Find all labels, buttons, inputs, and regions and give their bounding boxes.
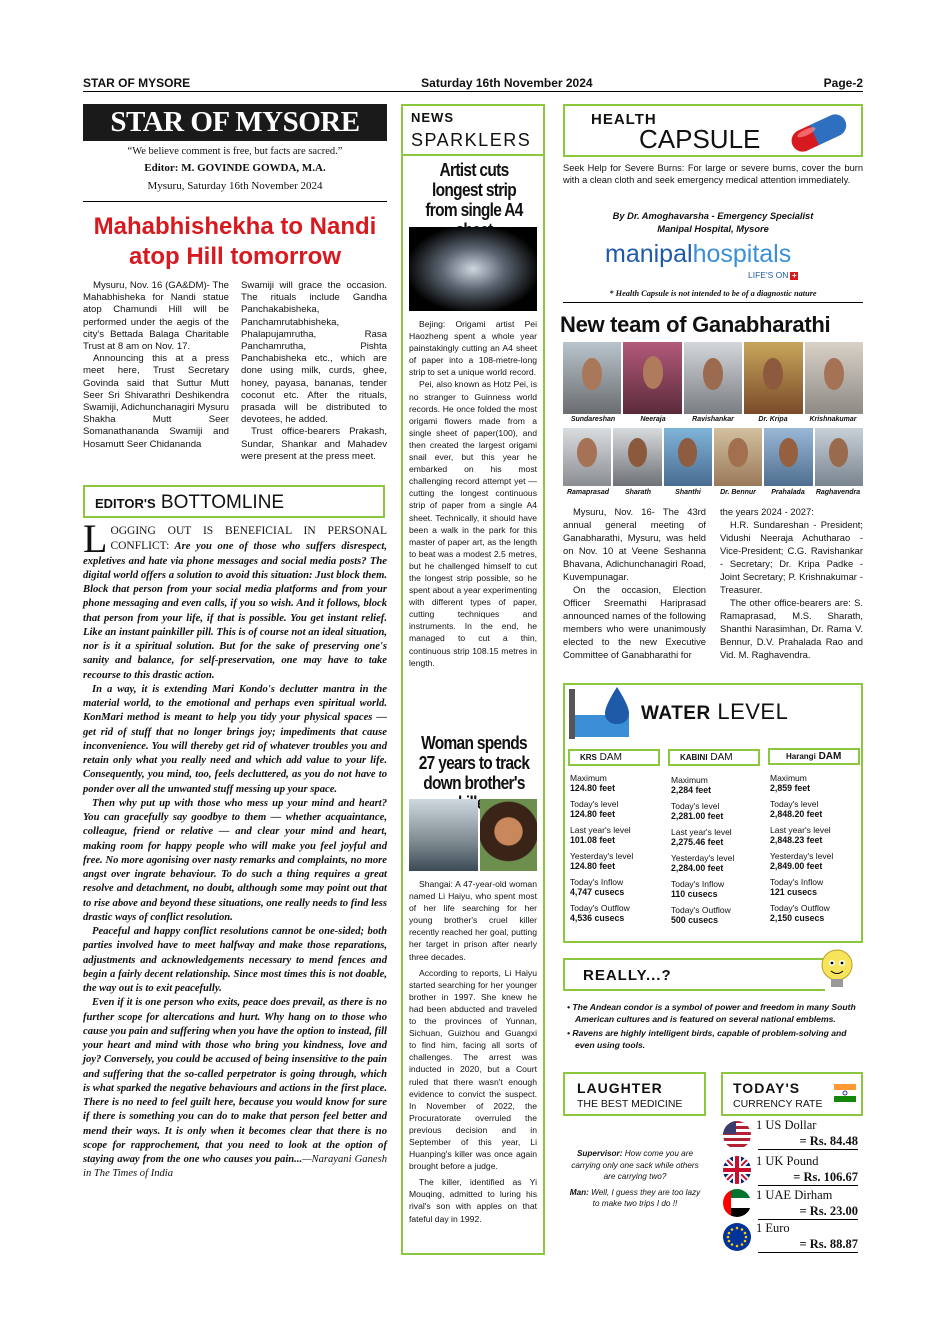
member-photo <box>805 342 863 414</box>
group-photo <box>409 799 478 871</box>
usd-unit: 1 US Dollar <box>756 1118 817 1132</box>
nandi-headline: Mahabhishekha to Nandi atop Hill tomorrow <box>93 213 377 270</box>
lightbulb-icon <box>814 945 860 995</box>
capsule-pill-icon <box>783 108 863 153</box>
photo-row-1 <box>563 342 863 414</box>
member-photo <box>613 428 661 486</box>
origami-strip-photo <box>409 227 537 311</box>
aed-value: = Rs. 23.00 <box>758 1204 858 1220</box>
caption-row-2: Ramaprasad Sharath Shanthi Dr. Bennur Prahalada Raghavendra <box>566 489 861 496</box>
health-byline: By Dr. Amoghavarsha - Emergency Specialist Manipal Hospital, Mysore <box>612 211 814 234</box>
motto: “We believe comment is free, but facts are sacred.” <box>127 146 343 157</box>
sparkler1-headline: Artist cuts longest strip from single A4 <box>425 160 523 220</box>
list-item: • The Andean condor is a symbol of power and freedom in many South American cultures and is featured on several national emblems. <box>567 1002 856 1024</box>
eu-flag-icon <box>722 1222 752 1252</box>
harangi-dam-label: Harangi DAM <box>768 748 860 765</box>
editors-bottomline-label: EDITOR'S BOTTOMLINE <box>83 485 385 518</box>
sparkler2-headline: Woman spends 27 years to track down brother's <box>418 733 530 793</box>
page-header <box>83 76 863 92</box>
laughter-joke: Supervisor: How come you are carrying only one sack while others are carrying two? Man: Well, I guess they are too lazy to make two trips I do !! <box>569 1149 701 1208</box>
member-photo <box>815 428 863 486</box>
laughter-label: LAUGHTER THE BEST MEDICINE <box>563 1072 706 1116</box>
gbp-value: = Rs. 106.67 <box>758 1170 858 1186</box>
member-photo <box>714 428 762 486</box>
member-photo <box>563 428 611 486</box>
member-photo <box>744 342 802 414</box>
health-note: * Health Capsule is not intended to be of a diagnostic nature <box>609 289 817 298</box>
india-flag-icon <box>833 1080 857 1110</box>
manipal-logo: manipalhospitals <box>605 240 792 268</box>
aed-unit: 1 UAE Dirham <box>756 1188 833 1202</box>
kabini-readings: Maximum 2,284 feet Today's level 2,281.00 feet Last year's level 2,275.46 feet Yesterday's level 2,284.00 feet Today's Inflow 110 cusecs Today's Outflow 500 cusecs <box>671 775 735 925</box>
currency-label: TODAY'S CURRENCY RATE <box>721 1072 863 1116</box>
kabini-dam-label: KABINI DAM <box>668 749 760 766</box>
member-photo <box>684 342 742 414</box>
uk-flag-icon <box>722 1155 752 1185</box>
usd-value: = Rs. 84.48 <box>758 1134 858 1150</box>
header-date: Saturday 16th November 2024 <box>421 76 593 90</box>
list-item: • Ravens are highly intelligent birds, capable of problem-solving and even using tools. <box>567 1028 847 1050</box>
member-photo <box>664 428 712 486</box>
nandi-col1: Mysuru, Nov. 16 (GA&DM)- The Mahabhisheka for Nandi statue atop Chamundi Hill will be performed under the aegis of the city's Bettada Balaga Charitable Trust at 8 am on Nov. 17. Announcing this at a press meet here, Trust Secretary Govinda said that Suttur Mutt Seer Sri Shivarathri Deshikendra Swamiji, Adichunchanagiri Mysuru Shakha Mutt Seer Somanathananda Swamiji and Hosamutt Seer Chidananda <box>83 280 229 450</box>
member-photo <box>764 428 812 486</box>
health-text: Seek Help for Severe Burns: For large or severe burns, cover the burn with a clean cloth and seek emergency medical attention immediately. <box>563 163 863 185</box>
header-page: Page-2 <box>823 76 863 90</box>
masthead-title: STAR OF MYSORE <box>83 104 387 141</box>
krs-readings: Maximum 124.80 feet Today's level 124.80 feet Last year's level 101.08 feet Yesterday's level 124.80 feet Today's Inflow 4,747 cusecs Today's Outflow 4,536 cusecs <box>570 773 634 923</box>
caption-row-1: Sundareshan Neeraja Ravishankar Dr. Kripa Krishnakumar <box>570 416 857 423</box>
sparkler1-body: Bejing: Origami artist Pei Haozheng spent a whole year painstakingly cutting an A4 sheet of paper into a 108-metre-long strip to set a unique world record. Pei, also known as Hotz Pei, is no stranger to Guinness world records. He once folded the most origami flowers made from a single sheet of paper(100), and then created the largest origami snail ever, but this year he embarked on his most challenging record attempt yet — cutting the longest continuous strip of paper from a single A4 sheet. Technically, it should have been a walk in the park for this master of paper art, as the length to beat was a modest 2.5 metres, but he challenged himself to cut the longest strip possible, so he spent about a year experimenting with different types of paper, cutting techniques and instruments. In the end, he managed to cut a thin, continuous strip 108.15 metres in length. <box>409 319 537 668</box>
usa-flag-icon <box>722 1120 752 1150</box>
really-label: REALLY...? <box>563 958 825 991</box>
header-paper: STAR OF MYSORE <box>83 76 191 90</box>
member-photo <box>623 342 681 414</box>
divider <box>563 302 863 303</box>
dateline: Mysuru, Saturday 16th November 2024 <box>147 180 323 192</box>
ganabharathi-title: New team of Ganabharathi <box>560 312 831 337</box>
nandi-col2: Swamiji will grace the occasion. The rituals include Gandha Panchakabisheka, Panchamrutabhisheka, Phalapujamrutha, Rasa Panchamrutha, Pishta Panchabisheka etc., which are done using milk, curds, ghee, honey, payasa, bananas, tender coconut etc. After the rituals, prasada will be distributed to devotees, he added. Trust office-bearers Prakash, Sundar, Shankar and Mahadev were present at the press meet. <box>241 280 387 462</box>
brother-killer-photo <box>409 799 537 871</box>
editor-line: Editor: M. GOVINDE GOWDA, M.A. <box>144 162 326 174</box>
krs-dam-label: KRS DAM <box>568 749 660 766</box>
uae-flag-icon <box>722 1188 752 1218</box>
ganabharathi-col2: the years 2024 - 2027: H.R. Sundareshan - President; Vidushi Neeraja Achutharao - Vice-President; C.G. Ravishankar - Secretary; Dr. Kripa Padke - Joint Secretary; P. Krishnakumar - Treasurer. The other office-bearers are: S. Ramaprasad, M.S. Sharath, Shanthi Narasimhan, Dr. Rama V. Bennur, D.V. Prahalada Rao and Vid. M. Raghavendra. <box>720 506 863 660</box>
divider <box>83 201 387 202</box>
photo-row-2 <box>563 428 863 486</box>
portrait-photo <box>480 799 537 871</box>
gbp-unit: 1 UK Pound <box>756 1154 819 1168</box>
sparkler2-body: Shangai: A 47-year-old woman named Li Haiyu, who spent most of her life searching for her young brother's cruel killer recently reached her goal, putting her target in prison after nearly three decades. According to reports, Li Haiyu started searching for her younger brother in 1997. She knew he had been abducted and traveled to the provinces of Yunnan, Sichuan, Guizhou and Guangxi to find him, facing all sorts of challenges. The arrest was inducted in 2020, but a Court ruled that there wasn't enough evidence to convict the suspect. In November of 2022, the Procuratorate overruled the previous decision and in September of this year, Li Huanping's killer was once again brought before a judge. The killer, identified as Yi Mouqing, admitted to luring his rival's son with apples on that fateful day in 1992. <box>409 879 537 1224</box>
ganabharathi-col1: Mysuru, Nov. 16- The 43rd annual general meeting of Ganabharathi, Mysuru, was held on Nov. 10 at Veene Seshanna Bhavana, Adichunchanagiri Road, Kuvempunagar. On the occasion, Election Officer Sreemathi Hariprasad announced names of the following members who were unanimously elected to the new Executive Committee of Ganabharathi for <box>563 506 706 660</box>
health-capsule-label: HEALTH CAPSULE <box>563 104 863 157</box>
manipal-tagline: LIFE'S ON + <box>748 270 797 280</box>
water-level-label: WATER LEVEL <box>641 699 789 724</box>
really-facts <box>565 1002 865 1051</box>
eur-value: = Rs. 88.87 <box>758 1237 858 1253</box>
water-drop-icon <box>565 683 635 745</box>
eur-unit: 1 Euro <box>756 1221 790 1235</box>
member-photo <box>563 342 621 414</box>
dropcap: L <box>83 516 108 561</box>
editorial-body: LOGGING OUT IS BENEFICIAL IN PERSONAL CONFLICT: Are you one of those who suffers disrespect, expletives and hate via phone messages and social media posts? The digital world offers a solution to avoid this situation: Just block them. Block that person from your social media platforms and from your phone messaging and even calls, if you so wish. And it follows, block that person from your life, if that is possible. You get instant relief. Like an instant painkiller pill. This is of course not an ideal situation, nor is it a spiritual solution. But for the sake of preserving one's sanity and balance, for self-preservation, one may have to take recourse to this drastic action. In a way, it is extending Mari Kondo's declutter mantra in the material world, to the emotional and perhaps even spiritual world. KonMari method is meant to help you tidy your physical spaces — get rid of stuff that no longer brings joy; impediments that cause inconvenience. You will thereby get rid of whatever troubles you and retain only what you really need and which add value to your life. Consequently, you mind, too, feels decluttered, as you do not have to ponder over all the unwanted stuff messing up your space. Then why put up with those who mess up your mind and heart? You can gracefully say goodbye to them — whether acquaintance, colleague, friend or relative — and clear your mind and heart, making room for happy people who will make you feel joyful and free. No more agonising over nasty remarks and complaints, no more angst over ingrate behaviour. To do such a thing requires a great resolve and detachment, no doubt, although some may point out that to rise above and beyond these situations, one really needs to find less drastic ways of conflict resolution. Peaceful and happy conflict resolutions cannot be one-sided; both parties involved have to meet halfway and make those reparations, adjustments and acknowledgements necessary to mend fences and begin a fairly decent relationship. Since most times this is not doable, the way out is to exit peacefully. Even if it is one person who exits, peace does prevail, as there is no further scope for altercations and hurt. Why hang on to those who cause you pain and suffering when you have the option to instead, fill your heart and mind with those who bring you kindness, love and joy? Conversely, you could be accused of being insensitive to the pain and suffering that the so-called perpetrator is going through, which is what sparked the negative behaviours and actions in the first place. There is no need to feel guilt here, because you would know for sure if there is something you can do to make that person feel better and mend their ways. It is only when it becomes clear that there is no scope for rapprochement, that you need to look at the option of staying away from the one who causes you pain...—Narayani Ganesh in The Times of India <box>83 516 387 1180</box>
news-sparklers-label: NEWS SPARKLERS <box>403 106 543 156</box>
harangi-readings: Maximum 2,859 feet Today's level 2,848.20 feet Last year's level 2,848.23 feet Yesterday's level 2,849.00 feet Today's Inflow 121 cusecs Today's Outflow 2,150 cusecs <box>770 773 834 923</box>
